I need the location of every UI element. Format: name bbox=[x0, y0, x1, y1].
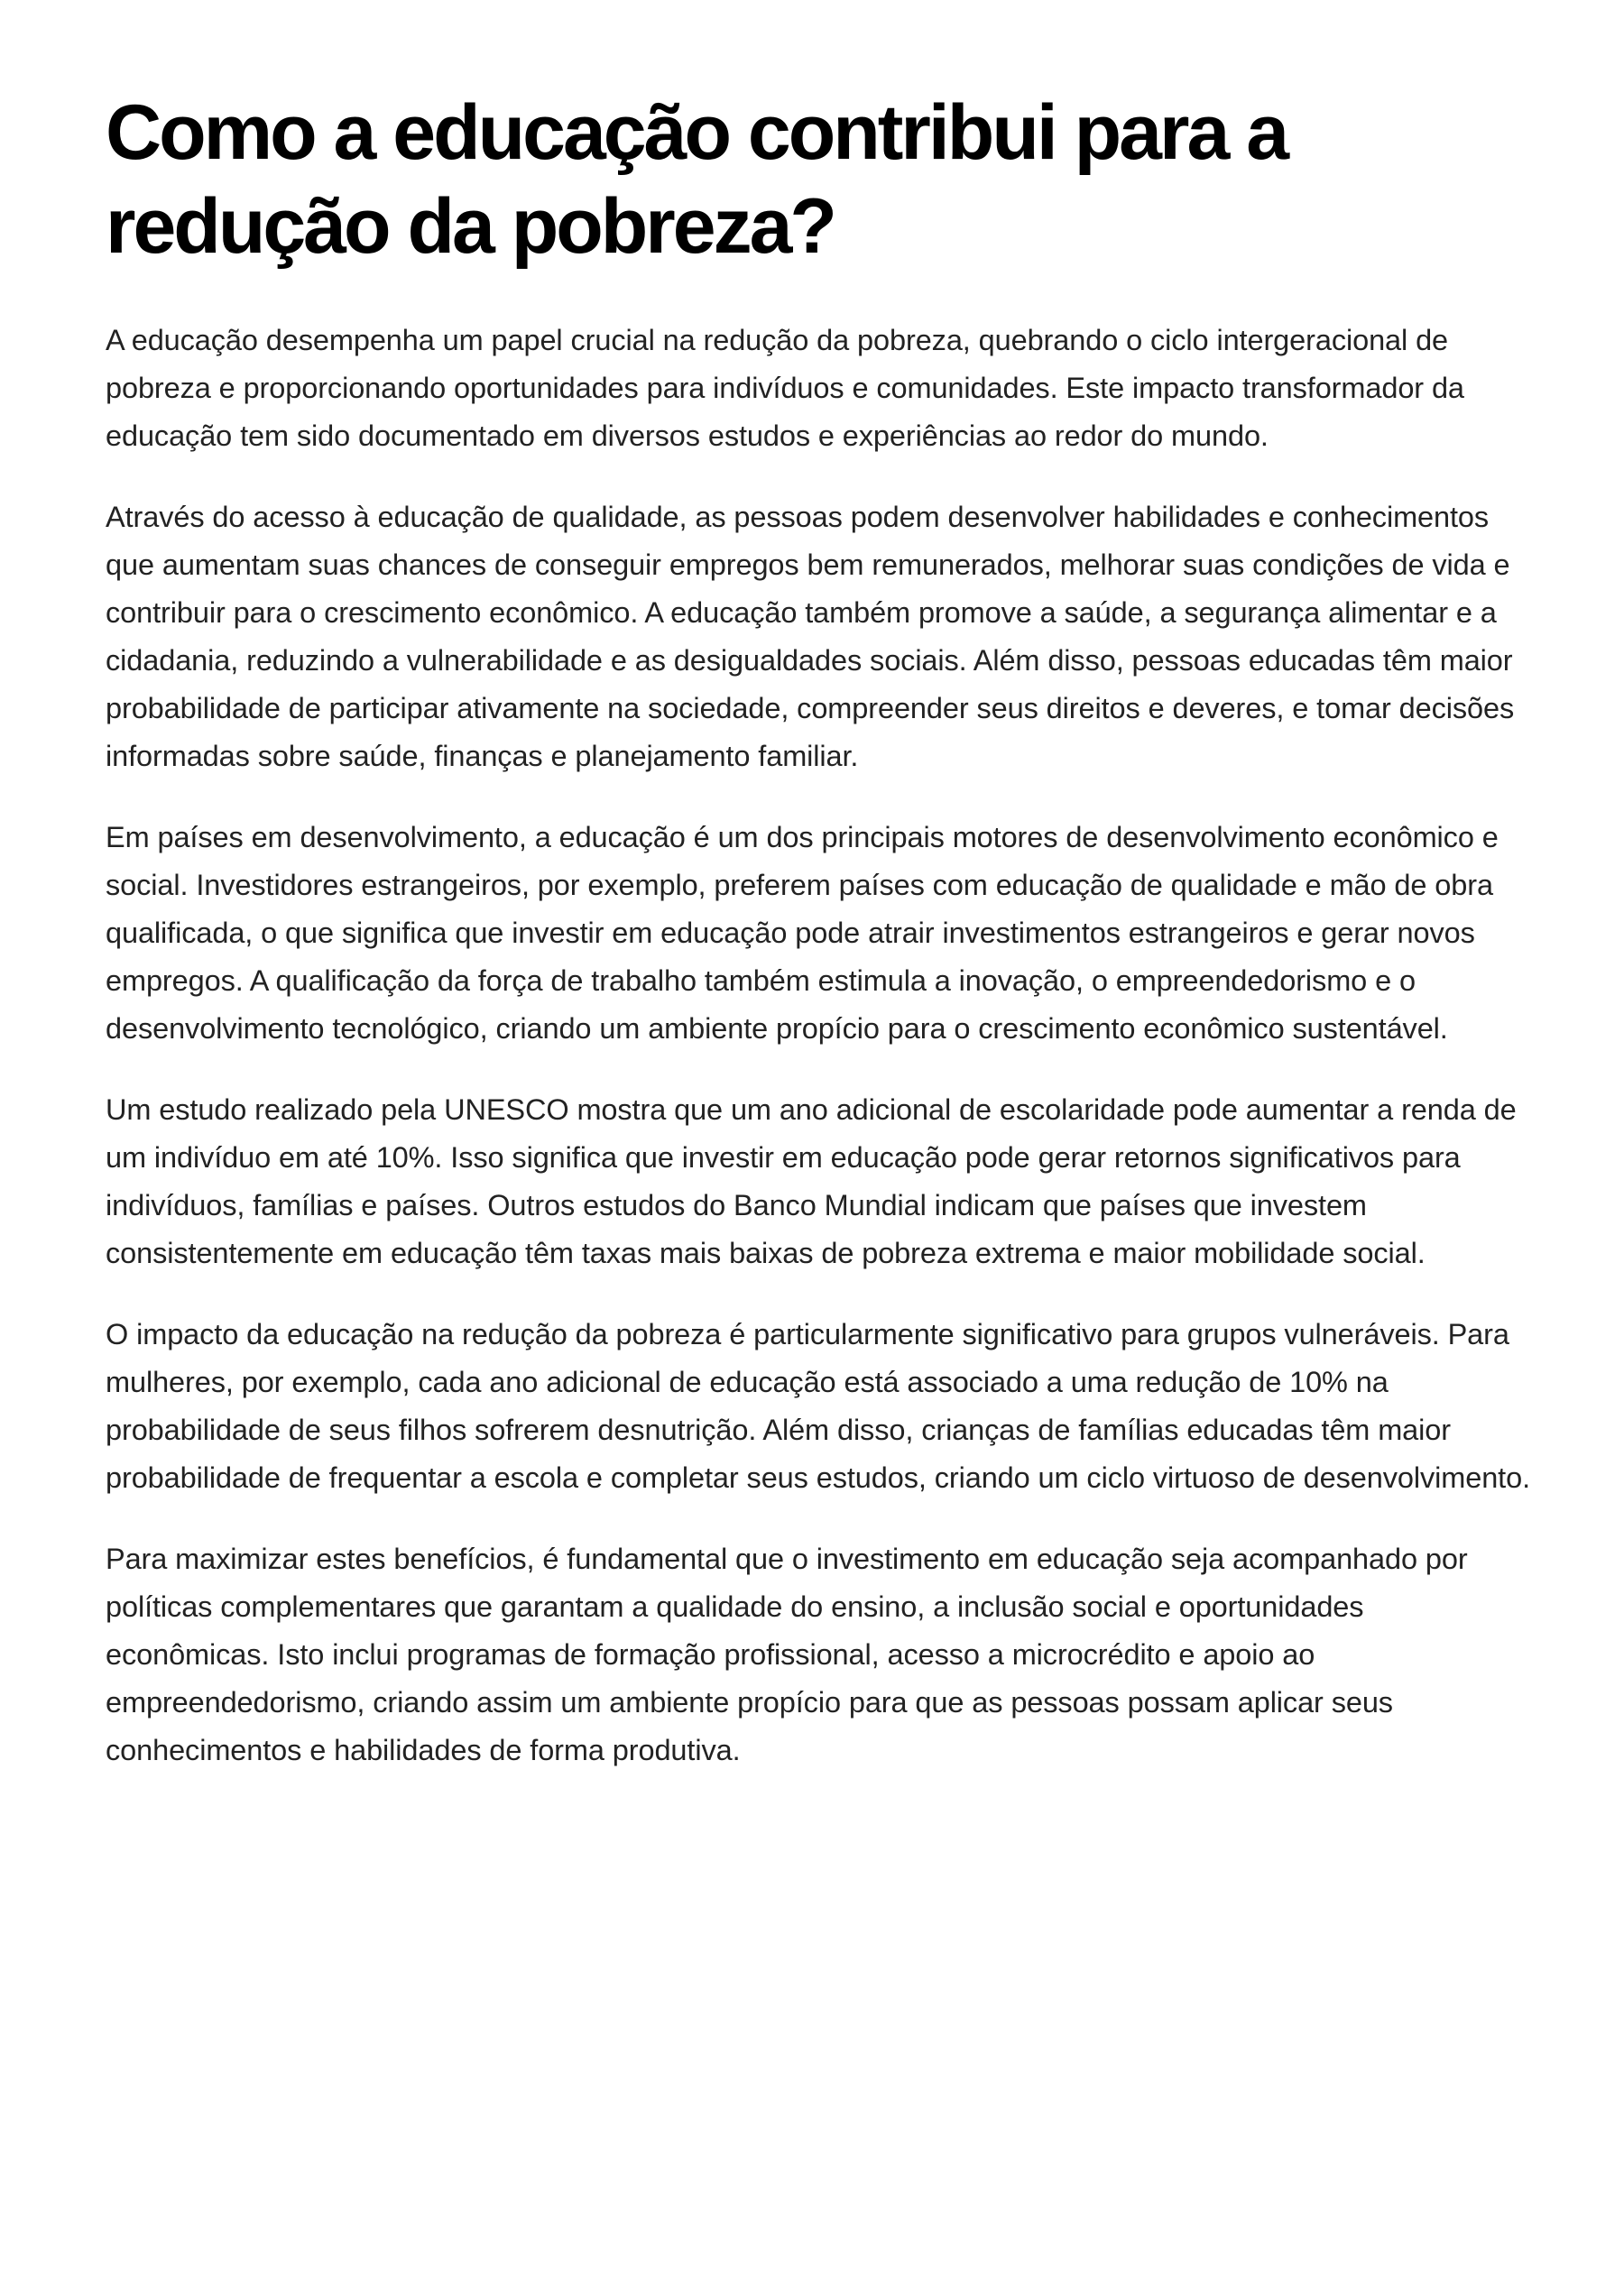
page-title: Como a educação contribui para a redução da pobreza? bbox=[106, 89, 1287, 270]
paragraph-unesco-study: Um estudo realizado pela UNESCO mostra que um ano adicional de escolaridade pode aumentar a renda de um indivíduo em até 10%. Isso significa que investir em educação pode gerar retornos significativos para indivíduos, famílias e países. Outros estudos do Banco Mundial indicam que países que investem consistentemente em educação têm taxas mais baixas de pobreza extrema e maior mobilidade social. bbox=[106, 1093, 1517, 1269]
document-page bbox=[106, 86, 1531, 1808]
paragraph-access: Através do acesso à educação de qualidade, as pessoas podem desenvolver habilidades e conhecimentos que aumentam suas chances de conseguir empregos bem remunerados, melhorar suas condições de vida e contribuir para o crescimento econômico. A educação também promove a saúde, a segurança alimentar e a cidadania, reduzindo a vulnerabilidade e as desigualdades sociais. Além disso, pessoas educadas têm maior probabilidade de participar ativamente na sociedade, compreender seus direitos e deveres, e tomar decisões informadas sobre saúde, finanças e planejamento familiar. bbox=[106, 501, 1515, 772]
paragraph-complementary-policies: Para maximizar estes benefícios, é fundamental que o investimento em educação seja acompanhado por políticas complementares que garantam a qualidade do ensino, a inclusão social e oportunidades econômicas. Isto inclui programas de formação profissional, acesso a microcrédito e apoio ao empreendedorismo, criando assim um ambiente propício para que as pessoas possam aplicar seus conhecimentos e habilidades de forma produtiva. bbox=[106, 1543, 1468, 1766]
paragraph-developing-countries: Em países em desenvolvimento, a educação é um dos principais motores de desenvolvimento econômico e social. Investidores estrangeiros, por exemplo, preferem países com educação de qualidade e mão de obra qualificada, o que significa que investir em educação pode atrair investimentos estrangeiros e gerar novos empregos. A qualificação da força de trabalho também estimula a inovação, o empreendedorismo e o desenvolvimento tecnológico, criando um ambiente propício para o crescimento econômico sustentável. bbox=[106, 821, 1499, 1045]
paragraph-intro: A educação desempenha um papel crucial na redução da pobreza, quebrando o ciclo intergeracional de pobreza e proporcionando oportunidades para indivíduos e comunidades. Este impacto transformador da educação tem sido documentado em diversos estudos e experiências ao redor do mundo. bbox=[106, 324, 1464, 452]
paragraph-vulnerable-groups: O impacto da educação na redução da pobreza é particularmente significativo para grupos vulneráveis. Para mulheres, por exemplo, cada ano adicional de educação está associado a uma redução de 10% na probabilidade de seus filhos sofrerem desnutrição. Além disso, crianças de famílias educadas têm maior probabilidade de frequentar a escola e completar seus estudos, criando um ciclo virtuoso de desenvolvimento. bbox=[106, 1318, 1531, 1494]
